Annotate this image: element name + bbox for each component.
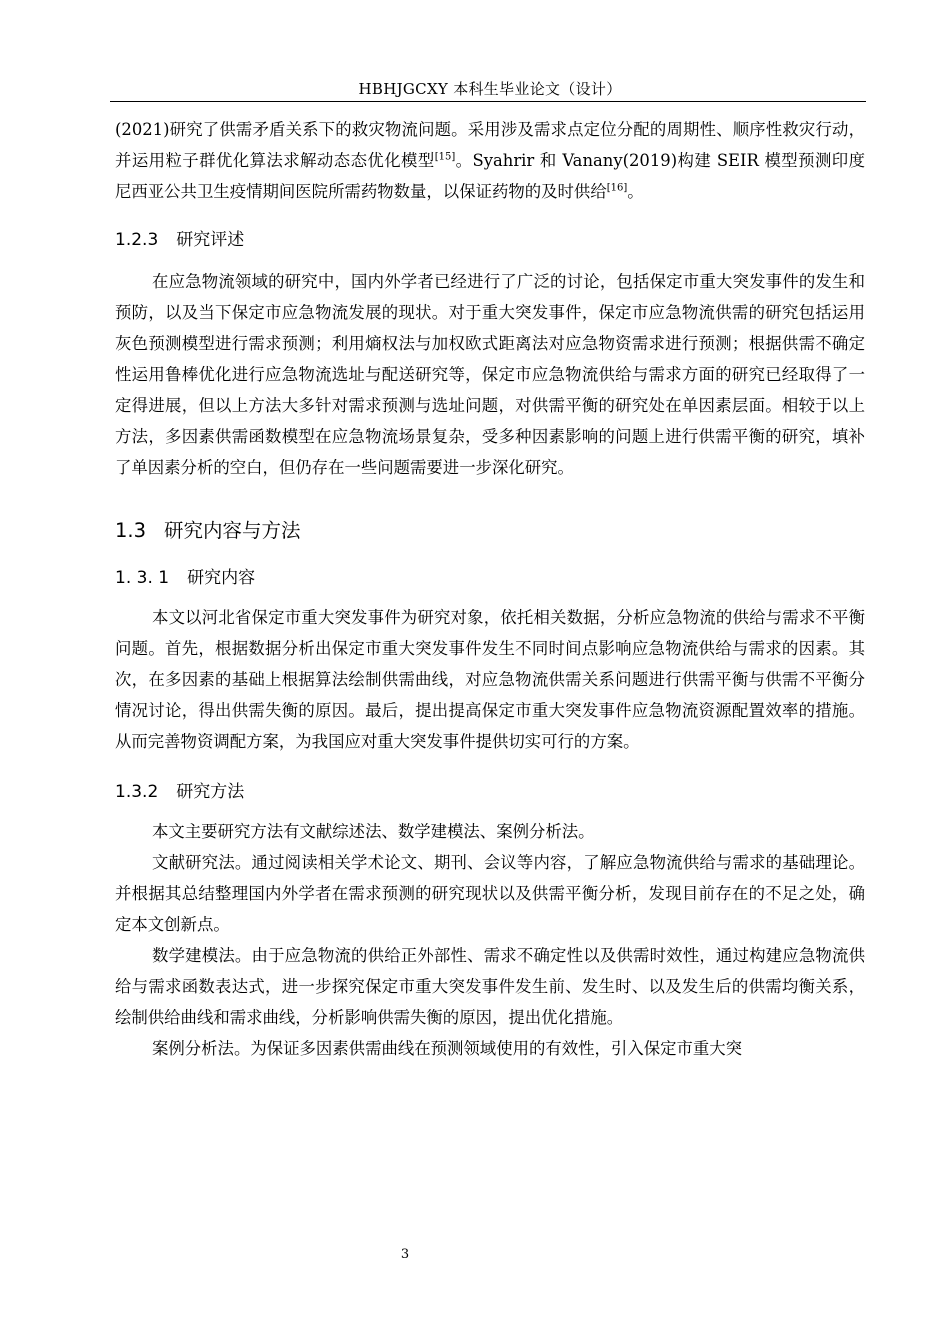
section-1-2-3-heading — [115, 227, 865, 253]
review-paragraph: 在应急物流领域的研究中，国内外学者已经进行了广泛的讨论，包括保定市重大突发事件的发生和预防，以及当下保定市应急物流发展的现状。对于重大突发事件，保定市应急物流供需的研究包括运用灰色预测模型进行需求预测；利用熵权法与加权欧式距离法对应急物资需求进行预测；根据供需不确定性运用鲁棒优化进行应急物流选址与配送研究等，保定市应急物流供给与需求方面的研究已经取得了一定得进展，但以上方法大多针对需求预测与选址问题，对供需平衡的研究处在单因素层面。相较于以上方法，多因素供需函数模型在应急物流场景复杂，受多种因素影响的问题上进行供需平衡的研究，填补了单因素分析的空白，但仍存在一些问题需要进一步深化研究。 — [115, 272, 865, 477]
section-1-3-heading — [115, 517, 865, 545]
section-number: 1.3.2 — [115, 782, 159, 802]
intro-text-2: 。Syahrir 和 Vanany(2019)构建 SEIR 模型预测印度尼西亚公共卫生疫情期间医院所需药物数量，以保证药物的及时供给 — [115, 151, 866, 201]
intro-paragraph — [115, 114, 865, 207]
section-title: 研究内容与方法 — [164, 519, 301, 542]
intro-text-3: 。 — [627, 182, 644, 201]
section-title: 研究评述 — [176, 230, 245, 250]
citation-16: [16] — [606, 182, 628, 194]
content-paragraph: 本文以河北省保定市重大突发事件为研究对象，依托相关数据，分析应急物流的供给与需求不平衡问题。首先，根据数据分析出保定市重大突发事件发生不同时间点影响应急物流供给与需求的因素。其次，在多因素的基础上根据算法绘制供需曲线，对应急物流供需关系问题进行供需平衡与供需不平衡分情况讨论，得出供需失衡的原因。最后，提出提高保定市重大突发事件应急物流资源配置效率的措施。从而完善物资调配方案，为我国应对重大突发事件提供切实可行的方案。 — [115, 608, 865, 751]
methods-overview-paragraph: 本文主要研究方法有文献综述法、数学建模法、案例分析法。 — [152, 822, 595, 841]
intro-text-1: (2021)研究了供需矛盾关系下的救灾物流问题。采用涉及需求点定位分配的周期性、顺序性救灾行动，并运用粒子群优化算法求解动态态优化模型 — [115, 120, 865, 170]
citation-15: [15] — [434, 151, 456, 163]
page-body — [115, 114, 865, 1064]
section-number: 1. 3. 1 — [115, 568, 170, 588]
case-method-paragraph: 案例分析法。为保证多因素供需曲线在预测领域使用的有效性，引入保定市重大突 — [152, 1039, 743, 1058]
page-number: 3 — [400, 1247, 410, 1262]
section-title: 研究方法 — [176, 782, 245, 802]
literature-method-paragraph: 文献研究法。通过阅读相关学术论文、期刊、会议等内容，了解应急物流供给与需求的基础理论。并根据其总结整理国内外学者在需求预测的研究现状以及供需平衡分析，发现目前存在的不足之处，确定本文创新点。 — [115, 853, 865, 934]
section-1-3-1-heading — [115, 565, 865, 591]
section-number: 1.2.3 — [115, 230, 159, 250]
section-title: 研究内容 — [187, 568, 256, 588]
running-header: HBHJGCXY 本科生毕业论文（设计） — [358, 80, 622, 98]
section-1-3-2-heading — [115, 779, 865, 805]
section-number: 1.3 — [115, 519, 147, 542]
modeling-method-paragraph: 数学建模法。由于应急物流的供给正外部性、需求不确定性以及供需时效性，通过构建应急物流供给与需求函数表达式，进一步探究保定市重大突发事件发生前、发生时、以及发生后的供需均衡关系，绘制供给曲线和需求曲线，分析影响供需失衡的原因，提出优化措施。 — [115, 946, 865, 1027]
header-rule — [110, 101, 866, 102]
